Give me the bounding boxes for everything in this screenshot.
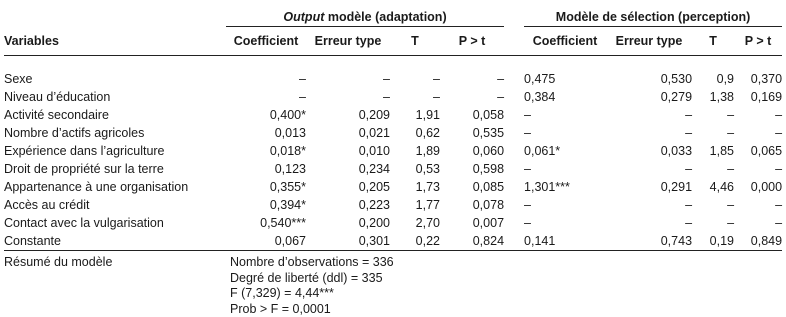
selection-std-error-header: Erreur type xyxy=(606,27,692,56)
output-p-cell: – xyxy=(440,70,504,88)
output-t-cell: 1,77 xyxy=(390,196,440,214)
variable-label: Contact avec la vulgarisation xyxy=(4,214,226,232)
selection-std-error-cell: 0,033 xyxy=(606,142,692,160)
selection-std-error-cell: 0,743 xyxy=(606,232,692,251)
output-t-header: T xyxy=(390,27,440,56)
variable-label: Activité secondaire xyxy=(4,106,226,124)
output-std-error-cell: 0,200 xyxy=(306,214,390,232)
selection-p-cell: – xyxy=(734,160,782,178)
selection-coefficient-cell: 0,141 xyxy=(524,232,606,251)
selection-p-cell: – xyxy=(734,124,782,142)
output-t-cell: 0,22 xyxy=(390,232,440,251)
table-row xyxy=(4,232,782,251)
column-header-row xyxy=(4,27,782,56)
selection-p-cell: – xyxy=(734,196,782,214)
selection-t-cell: 1,38 xyxy=(692,88,734,106)
selection-std-error-cell: – xyxy=(606,124,692,142)
selection-p-cell: – xyxy=(734,214,782,232)
selection-coefficient-cell: – xyxy=(524,124,606,142)
model-summary-label: Résumé du modèle xyxy=(4,255,112,269)
selection-t-cell: 0,19 xyxy=(692,232,734,251)
output-std-error-cell: 0,234 xyxy=(306,160,390,178)
output-std-error-cell: 0,209 xyxy=(306,106,390,124)
table-row xyxy=(4,178,782,196)
output-coefficient-cell: – xyxy=(226,70,306,88)
selection-t-cell: 1,85 xyxy=(692,142,734,160)
output-p-cell: 0,085 xyxy=(440,178,504,196)
output-t-cell: 1,89 xyxy=(390,142,440,160)
output-t-cell: 2,70 xyxy=(390,214,440,232)
group-header-row xyxy=(4,2,782,27)
output-coefficient-cell: 0,355* xyxy=(226,178,306,196)
selection-coefficient-cell: – xyxy=(524,196,606,214)
output-std-error-cell: 0,010 xyxy=(306,142,390,160)
selection-std-error-cell: – xyxy=(606,196,692,214)
table-body xyxy=(4,56,782,251)
output-t-cell: 1,91 xyxy=(390,106,440,124)
selection-std-error-cell: – xyxy=(606,214,692,232)
variable-label: Nombre d’actifs agricoles xyxy=(4,124,226,142)
observations-line: Nombre d’observations = 336 xyxy=(230,255,394,271)
output-p-cell: 0,058 xyxy=(440,106,504,124)
selection-coefficient-cell: 0,384 xyxy=(524,88,606,106)
selection-p-cell: 0,065 xyxy=(734,142,782,160)
output-model-title-rest: modèle (adaptation) xyxy=(324,10,446,24)
output-p-cell: 0,007 xyxy=(440,214,504,232)
output-t-cell: – xyxy=(390,88,440,106)
selection-coefficient-cell: – xyxy=(524,214,606,232)
output-coefficient-cell: 0,400* xyxy=(226,106,306,124)
table-row xyxy=(4,142,782,160)
output-p-cell: 0,824 xyxy=(440,232,504,251)
output-p-cell: 0,060 xyxy=(440,142,504,160)
variable-label: Expérience dans l’agriculture xyxy=(4,142,226,160)
selection-std-error-cell: – xyxy=(606,106,692,124)
output-coefficient-cell: – xyxy=(226,88,306,106)
output-coefficient-cell: 0,013 xyxy=(226,124,306,142)
output-t-cell: 0,62 xyxy=(390,124,440,142)
selection-t-cell: 0,9 xyxy=(692,70,734,88)
output-coefficient-cell: 0,394* xyxy=(226,196,306,214)
selection-p-cell: 0,000 xyxy=(734,178,782,196)
variable-label: Constante xyxy=(4,232,226,251)
output-p-cell: 0,535 xyxy=(440,124,504,142)
selection-t-cell: – xyxy=(692,106,734,124)
table-row xyxy=(4,88,782,106)
selection-t-cell: – xyxy=(692,160,734,178)
variable-label: Sexe xyxy=(4,70,226,88)
selection-t-cell: – xyxy=(692,124,734,142)
selection-p-cell: – xyxy=(734,106,782,124)
selection-t-cell: – xyxy=(692,196,734,214)
output-t-cell: 1,73 xyxy=(390,178,440,196)
selection-t-cell: 4,46 xyxy=(692,178,734,196)
output-std-error-cell: – xyxy=(306,88,390,106)
selection-std-error-cell: 0,279 xyxy=(606,88,692,106)
selection-model-group-title: Modèle de sélection (perception) xyxy=(524,2,782,27)
variable-label: Appartenance à une organisation xyxy=(4,178,226,196)
output-coefficient-cell: 0,018* xyxy=(226,142,306,160)
table-row xyxy=(4,124,782,142)
output-std-error-cell: 0,021 xyxy=(306,124,390,142)
output-std-error-header: Erreur type xyxy=(306,27,390,56)
degrees-of-freedom-line: Degré de liberté (ddl) = 335 xyxy=(230,271,394,287)
selection-coefficient-cell: – xyxy=(524,160,606,178)
output-p-cell: 0,078 xyxy=(440,196,504,214)
selection-p-cell: 0,169 xyxy=(734,88,782,106)
output-word: Output xyxy=(283,10,324,24)
selection-std-error-cell: 0,530 xyxy=(606,70,692,88)
model-summary-lines xyxy=(230,255,394,317)
table-row xyxy=(4,106,782,124)
table-row xyxy=(4,214,782,232)
selection-t-cell: – xyxy=(692,214,734,232)
output-coefficient-header: Coefficient xyxy=(226,27,306,56)
variable-label: Accès au crédit xyxy=(4,196,226,214)
output-t-cell: 0,53 xyxy=(390,160,440,178)
output-p-header: P > t xyxy=(440,27,504,56)
output-std-error-cell: 0,205 xyxy=(306,178,390,196)
table-row xyxy=(4,70,782,88)
selection-coefficient-cell: 0,061* xyxy=(524,142,606,160)
selection-coefficient-cell: 0,475 xyxy=(524,70,606,88)
output-coefficient-cell: 0,123 xyxy=(226,160,306,178)
output-std-error-cell: 0,223 xyxy=(306,196,390,214)
selection-coefficient-cell: – xyxy=(524,106,606,124)
results-table xyxy=(4,2,782,251)
output-model-group-title xyxy=(226,2,504,27)
selection-coefficient-cell: 1,301*** xyxy=(524,178,606,196)
output-coefficient-cell: 0,067 xyxy=(226,232,306,251)
table-row xyxy=(4,196,782,214)
output-std-error-cell: 0,301 xyxy=(306,232,390,251)
selection-p-cell: 0,370 xyxy=(734,70,782,88)
prob-f-line: Prob > F = 0,0001 xyxy=(230,302,394,317)
variables-header: Variables xyxy=(4,27,226,56)
table-row xyxy=(4,160,782,178)
selection-std-error-cell: – xyxy=(606,160,692,178)
selection-t-header: T xyxy=(692,27,734,56)
selection-p-cell: 0,849 xyxy=(734,232,782,251)
selection-std-error-cell: 0,291 xyxy=(606,178,692,196)
variable-label: Niveau d’éducation xyxy=(4,88,226,106)
variable-label: Droit de propriété sur la terre xyxy=(4,160,226,178)
selection-coefficient-header: Coefficient xyxy=(524,27,606,56)
selection-p-header: P > t xyxy=(734,27,782,56)
output-t-cell: – xyxy=(390,70,440,88)
output-p-cell: 0,598 xyxy=(440,160,504,178)
output-p-cell: – xyxy=(440,88,504,106)
output-coefficient-cell: 0,540*** xyxy=(226,214,306,232)
output-std-error-cell: – xyxy=(306,70,390,88)
f-statistic-line: F (7,329) = 4,44*** xyxy=(230,286,394,302)
